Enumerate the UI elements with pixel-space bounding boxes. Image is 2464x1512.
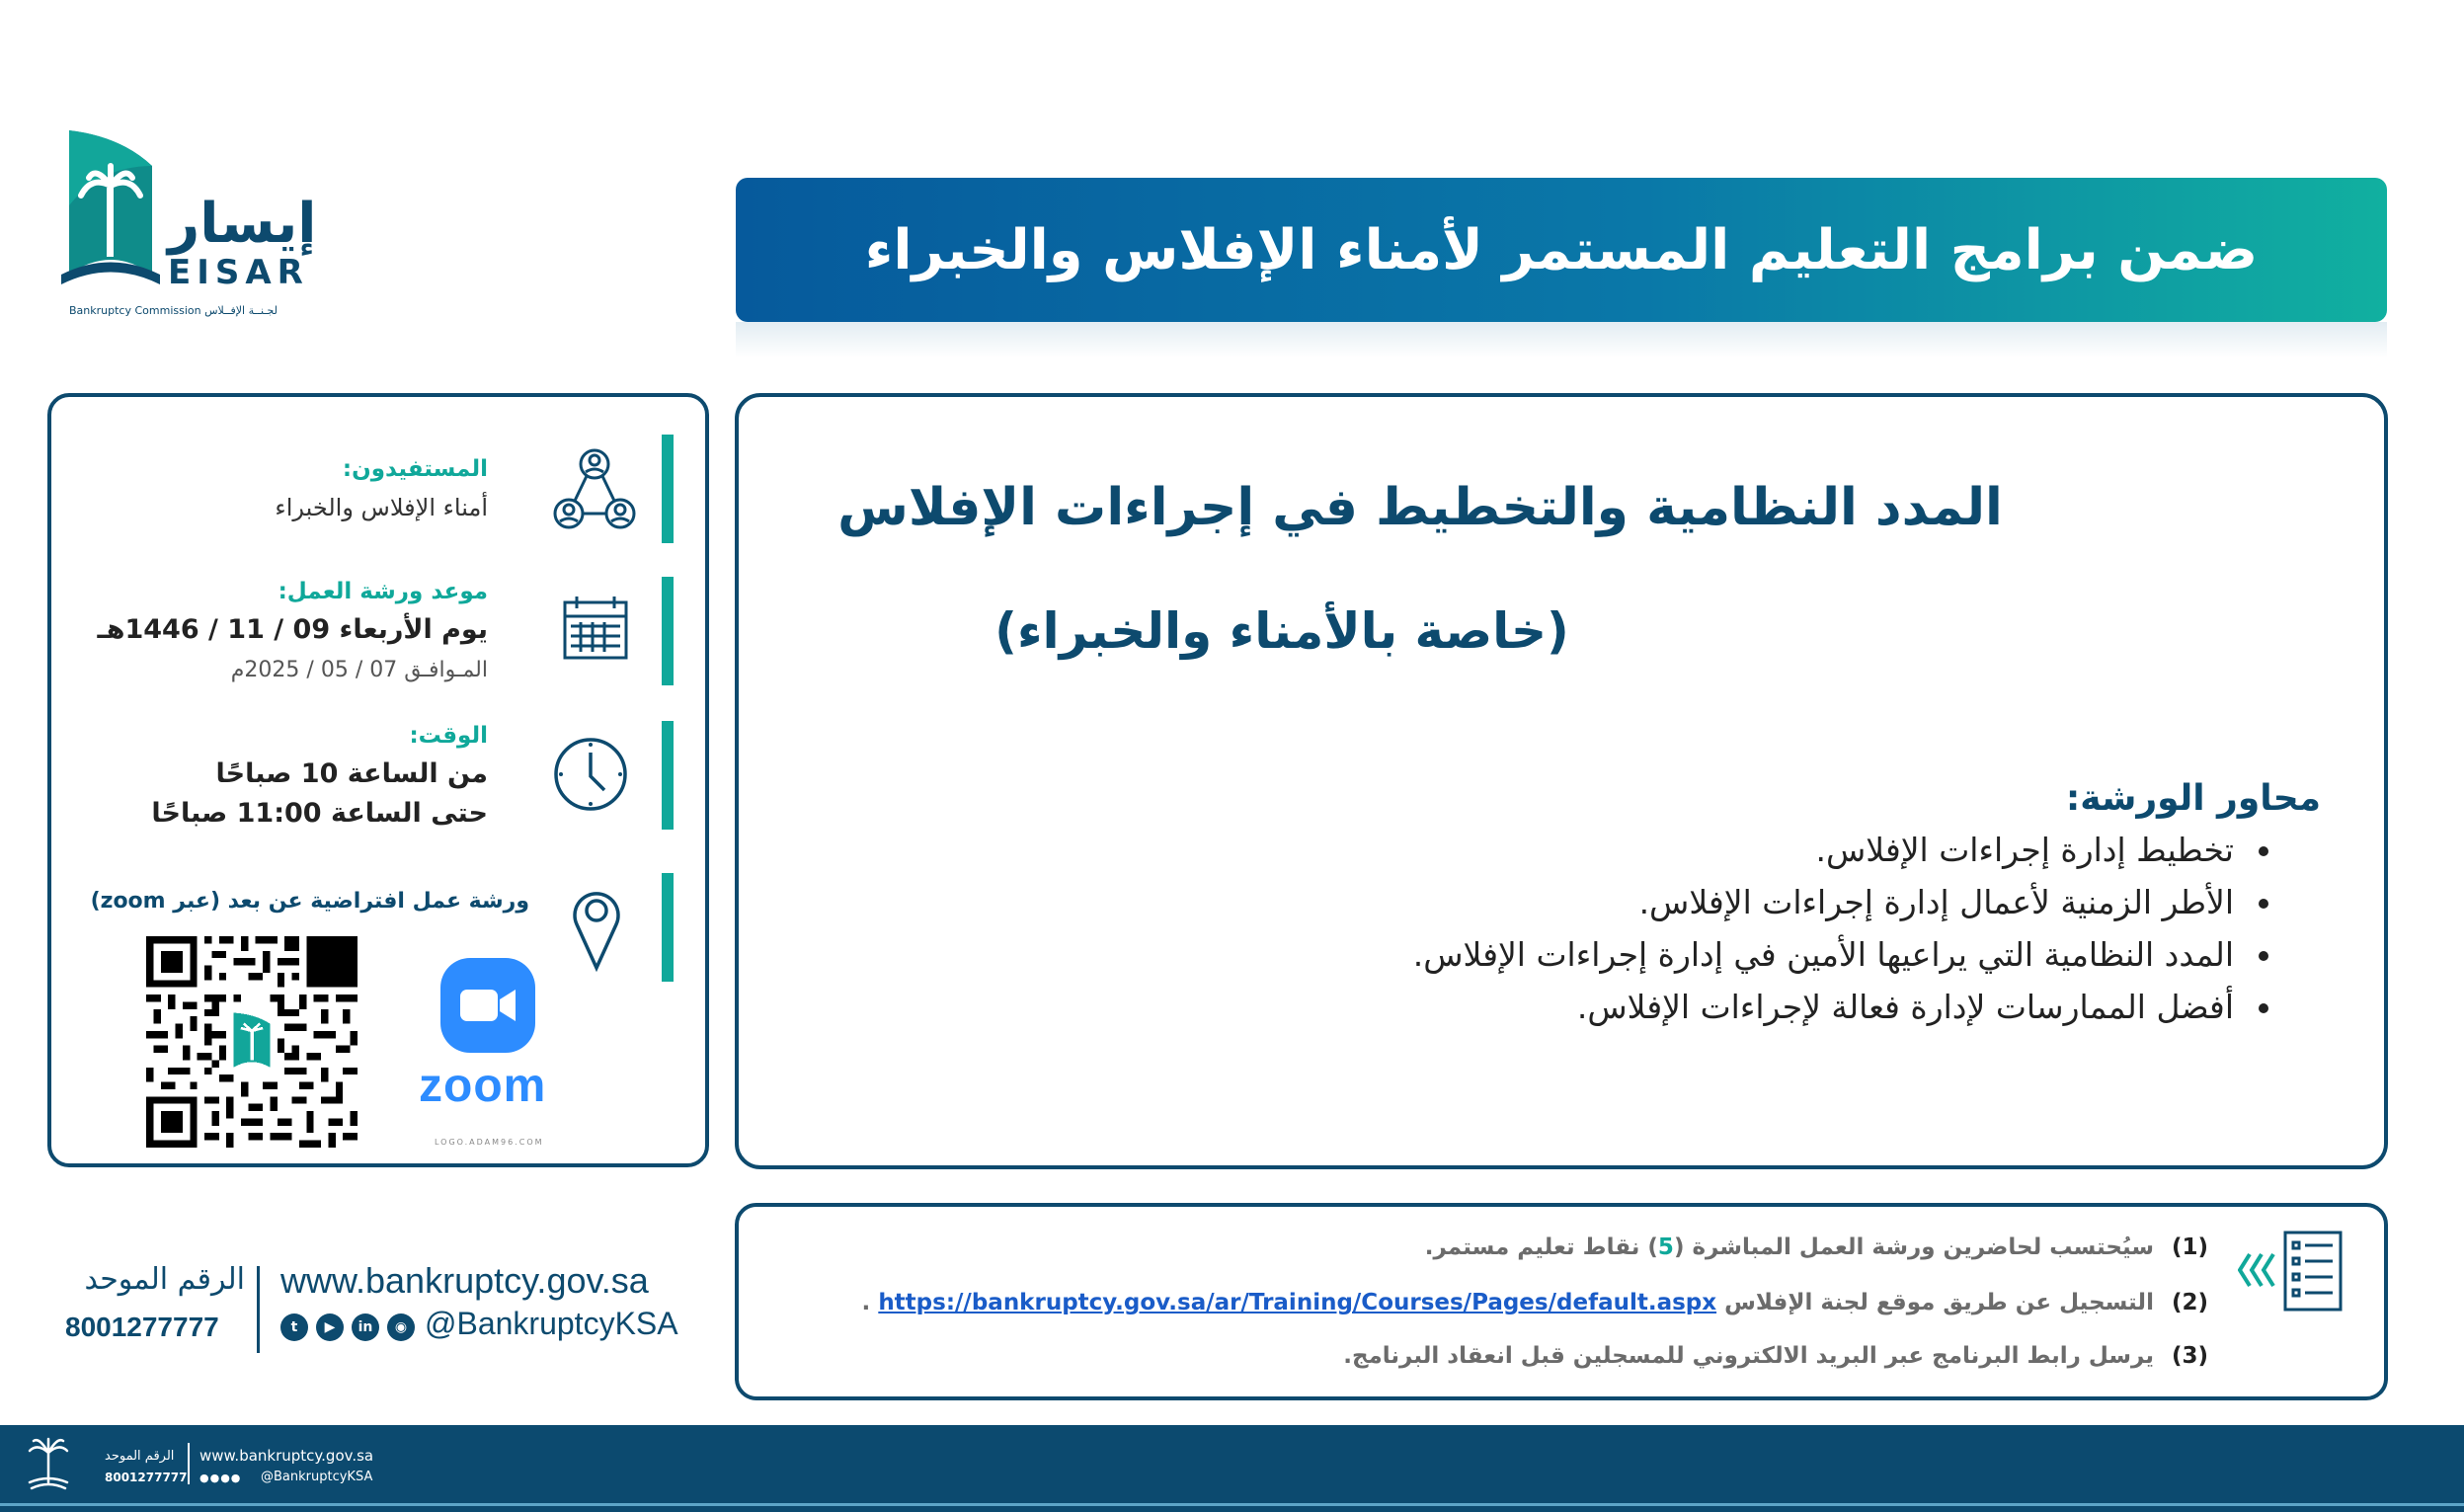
website-link[interactable]: www.bankruptcy.gov.sa — [280, 1260, 649, 1301]
registration-link[interactable]: https://bankruptcy.gov.sa/ar/Training/Courses/Pages/default.aspx — [878, 1290, 1717, 1315]
logo-english-name: EISAR — [168, 253, 309, 292]
people-network-icon — [553, 448, 636, 533]
time-label: الوقت: — [409, 723, 488, 749]
unified-number[interactable]: 8001277777 — [65, 1312, 219, 1342]
zoom-app-icon[interactable] — [438, 956, 537, 1055]
palm-logo-icon — [26, 1435, 71, 1496]
location-text: ورشة عمل افتراضية عن بعد (عبر zoom) — [90, 889, 529, 914]
footer-handle[interactable]: @BankruptcyKSA — [261, 1470, 373, 1484]
accent-bar — [662, 435, 674, 543]
workshop-title: المدد النظامية والتخطيط في إجراءات الإفلاس — [837, 478, 2003, 537]
linkedin-icon[interactable]: in — [352, 1313, 379, 1341]
unified-number-label: الرقم الموحد — [84, 1262, 245, 1297]
logo-arabic-name: إيسار — [168, 192, 317, 256]
zoom-credit: LOGO.ADAM96.COM — [435, 1138, 544, 1147]
footer-line — [0, 1503, 2464, 1506]
zoom-wordmark: zoom — [419, 1060, 547, 1112]
banner-reflection — [736, 322, 2387, 358]
info-card — [47, 393, 709, 1167]
accent-bar — [662, 721, 674, 830]
calendar-icon — [561, 595, 630, 662]
palm-flag-icon — [61, 126, 160, 294]
date-gregorian: المـوافـق 07 / 05 / 2025م — [230, 658, 488, 682]
note-text: يرسل رابط البرنامج عبر البريد الالكتروني للمسجلين قبل انعقاد البرنامج. — [1343, 1343, 2154, 1369]
qr-code[interactable] — [146, 936, 358, 1148]
note-number: (1) — [2171, 1234, 2208, 1260]
list-item: • أفضل الممارسات لإدارة فعالة لإجراءات الإفلاس. — [1413, 981, 2242, 1033]
note-2 — [862, 1290, 2208, 1315]
time-to: حتى الساعة 11:00 صباحًا — [151, 798, 488, 829]
beneficiaries-value: أمناء الإفلاس والخبراء — [275, 494, 488, 521]
clock-icon — [551, 735, 630, 814]
axes-list — [1413, 824, 2275, 1033]
youtube-icon[interactable]: ▶ — [316, 1313, 344, 1341]
list-item: • تخطيط إدارة إجراءات الإفلاس. — [1413, 824, 2242, 876]
eisar-logo — [61, 126, 317, 324]
footer-divider — [188, 1443, 190, 1484]
axes-title: محاور الورشة: — [2065, 778, 2321, 819]
time-from: من الساعة 10 صباحًا — [215, 758, 488, 789]
header-title: ضمن برامج التعليم المستمر لأمناء الإفلاس والخبراء — [864, 217, 2259, 282]
accent-bar — [662, 577, 674, 685]
note-text: ) نقاط تعليم مستمر. — [1424, 1234, 1658, 1260]
footer-website[interactable]: www.bankruptcy.gov.sa — [199, 1447, 374, 1465]
beneficiaries-label: المستفيدون: — [342, 456, 488, 482]
note-text: سيُحتسب لحاضرين ورشة العمل المباشرة ( — [1673, 1234, 2154, 1260]
footer-unified-label: الرقم الموحد — [105, 1449, 175, 1464]
list-item: • المدد النظامية التي يراعيها الأمين في إدارة إجراءات الإفلاس. — [1413, 928, 2242, 981]
date-label: موعد ورشة العمل: — [278, 579, 488, 604]
list-item: • الأطر الزمنية لأعمال إدارة إجراءات الإفلاس. — [1413, 876, 2242, 928]
note-1 — [1425, 1234, 2208, 1260]
cpe-points: 5 — [1657, 1234, 1674, 1260]
footer-social-icons: ●●●● — [199, 1472, 242, 1484]
twitter-icon[interactable]: t — [280, 1313, 308, 1341]
note-number: (3) — [2171, 1343, 2208, 1369]
main-card — [735, 393, 2388, 1169]
date-hijri: يوم الأربعاء 09 / 11 / 1446هـ — [97, 614, 488, 645]
note-text: . — [861, 1290, 871, 1315]
note-text: التسجيل عن طريق موقع لجنة الإفلاس — [1724, 1290, 2154, 1315]
footer-unified-number: 8001277777 — [105, 1471, 188, 1484]
location-pin-icon — [571, 885, 622, 974]
header-banner — [736, 178, 2387, 322]
checklist-icon — [2238, 1229, 2348, 1313]
accent-bar — [662, 873, 674, 982]
logo-subtitle: Bankruptcy Commission لجـنــة الإفــلاس — [69, 304, 278, 317]
notes-card — [735, 1203, 2388, 1400]
snapchat-icon[interactable]: ◉ — [387, 1313, 415, 1341]
footer — [0, 1425, 2464, 1512]
workshop-subtitle: (خاصة بالأمناء والخبراء) — [994, 602, 1569, 660]
note-number: (2) — [2171, 1290, 2208, 1315]
note-3 — [1343, 1343, 2208, 1369]
divider — [257, 1266, 260, 1353]
social-handle[interactable]: @BankruptcyKSA — [425, 1306, 678, 1341]
